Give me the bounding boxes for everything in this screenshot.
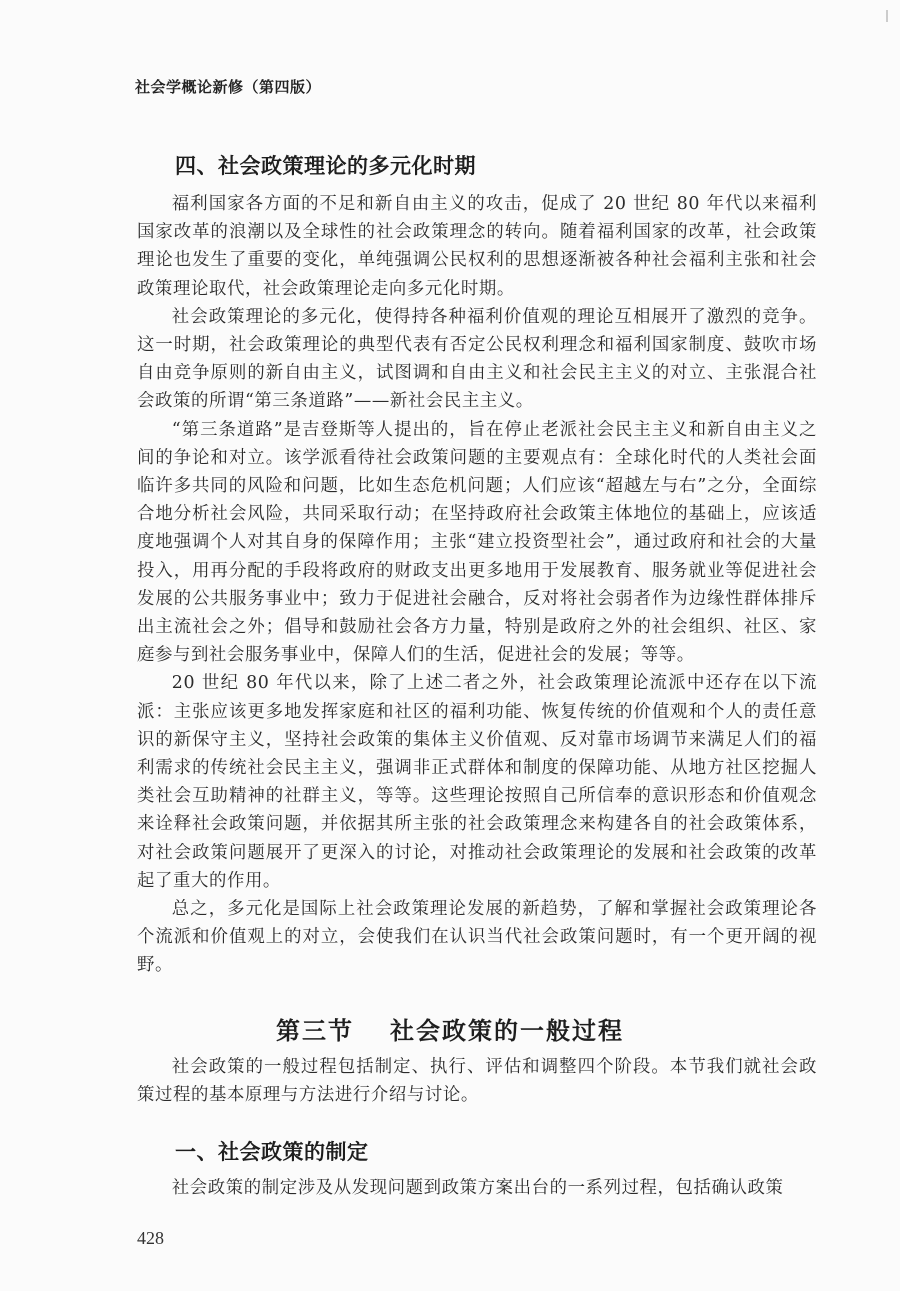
running-head: 社会学概论新修（第四版） xyxy=(135,78,322,96)
paragraph: 社会政策理论的多元化，使得持各种福利价值观的理论互相展开了激烈的竞争。这一时期，社会政策理论的典型代表有否定公民权利理念和福利国家制度、鼓吹市场自由竞争原则的新自由主义，试图调和自由主义和社会民主主义的对立、主张混合社会政策的所谓“第三条道路”——新社会民主主义。 xyxy=(137,306,817,412)
subsection-one-body xyxy=(137,1174,817,1202)
subsection-heading-four: 四、社会政策理论的多元化时期 xyxy=(175,154,476,178)
section-title-text: 社会政策的一般过程 xyxy=(390,1017,624,1045)
section-four-body xyxy=(137,190,817,980)
scan-edge-mark xyxy=(886,10,888,22)
paragraph: 20 世纪 80 年代以来，除了上述二者之外，社会政策理论流派中还存在以下流派：主张应该更多地发挥家庭和社区的福利功能、恢复传统的价值观和个人的责任意识的新保守主义，坚持社会政策的集体主义价值观、反对靠市场调节来满足人们的福利需求的传统社会民主主义，强调非正式群体和制度的保障功能、从地方社区挖掘人类社会互助精神的社群主义，等等。这些理论按照自己所信奉的意识形态和价值观念来诠释社会政策问题，并依据其所主张的社会政策理念来构建各自的社会政策体系，对社会政策问题展开了更深入的讨论，对推动社会政策理论的发展和社会政策的改革起了重大的作用。 xyxy=(137,673,817,891)
subsection-heading-one: 一、社会政策的制定 xyxy=(175,1140,369,1164)
paragraph: 社会政策的一般过程包括制定、执行、评估和调整四个阶段。本节我们就社会政策过程的基本原理与方法进行介绍与讨论。 xyxy=(137,1057,817,1106)
paragraph: 社会政策的制定涉及从发现问题到政策方案出台的一系列过程，包括确认政策 xyxy=(171,1178,784,1198)
section-intro xyxy=(137,1053,817,1109)
page-number: 428 xyxy=(137,1228,164,1248)
section-title xyxy=(0,1011,900,1046)
paragraph: 福利国家各方面的不足和新自由主义的攻击，促成了 20 世纪 80 年代以来福利国家改革的浪潮以及全球性的社会政策理念的转向。随着福利国家的改革，社会政策理论也发生了重要的变化，单纯强调公民权利的思想逐渐被各种社会福利主张和社会政策理论取代，社会政策理论走向多元化时期。 xyxy=(137,194,817,299)
paragraph: 总之，多元化是国际上社会政策理论发展的新趋势，了解和掌握社会政策理论各个流派和价值观上的对立，会使我们在认识当代社会政策问题时，有一个更开阔的视野。 xyxy=(137,899,817,976)
section-number: 第三节 xyxy=(276,1017,354,1045)
paragraph: “第三条道路”是吉登斯等人提出的，旨在停止老派社会民主主义和新自由主义之间的争论和对立。该学派看待社会政策问题的主要观点有：全球化时代的人类社会面临许多共同的风险和问题，比如生态危机问题；人们应该“超越左与右”之分，全面综合地分析社会风险，共同采取行动；在坚持政府社会政策主体地位的基础上，应该适度地强调个人对其自身的保障作用；主张“建立投资型社会”，通过政府和社会的大量投入，用再分配的手段将政府的财政支出更多地用于发展教育、服务就业等促进社会发展的公共服务事业中；致力于促进社会融合，反对将社会弱者作为边缘性群体排斥出主流社会之外；倡导和鼓励社会各方力量，特别是政府之外的社会组织、社区、家庭参与到社会服务事业中，保障人们的生活，促进社会的发展；等等。 xyxy=(137,419,817,666)
